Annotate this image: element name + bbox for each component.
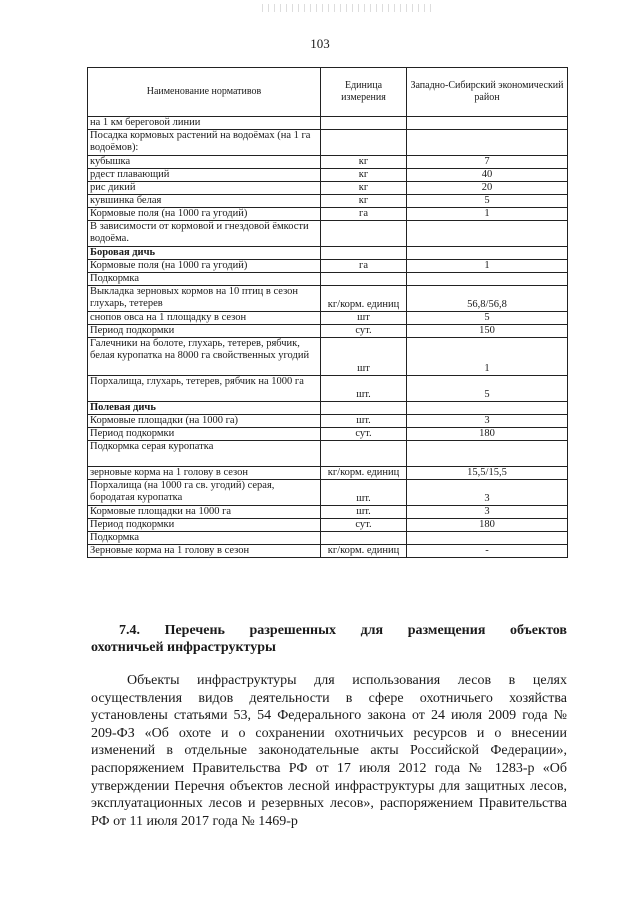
- norm-name-cell: Кормовые площадки на 1000 га: [88, 506, 321, 519]
- value-cell: 3: [407, 480, 568, 506]
- norm-name-cell: Галечники на болоте, глухарь, тетерев, рябчик, белая куропатка на 8000 га свойственных угодий: [88, 338, 321, 376]
- norm-name-cell: снопов овса на 1 площадку в сезон: [88, 312, 321, 325]
- section-title-word: объектов: [509, 623, 567, 638]
- table-section-row: [88, 247, 568, 260]
- norm-name-cell: Порхалища (на 1000 га св. угодий) серая, бородатая куропатка: [88, 480, 321, 506]
- section-title-word: размещения: [407, 623, 486, 638]
- unit-cell: кг/корм. единиц: [321, 545, 407, 558]
- value-cell: 7: [407, 156, 568, 169]
- header-unit: Единица измерения: [321, 68, 407, 117]
- norm-name-cell: В зависимости от кормовой и гнездовой ёмкости водоёма.: [88, 221, 321, 247]
- table-row: [88, 221, 568, 247]
- norm-name-cell: Выкладка зерновых кормов на 10 птиц в сезон глухарь, тетерев: [88, 286, 321, 312]
- norm-name-cell: на 1 км береговой линии: [88, 117, 321, 130]
- value-cell: 1: [407, 260, 568, 273]
- unit-cell: [321, 221, 407, 247]
- table-row: [88, 441, 568, 467]
- unit-cell: га: [321, 208, 407, 221]
- unit-cell: шт.: [321, 376, 407, 402]
- norms-table: [87, 67, 568, 558]
- value-cell: 5: [407, 195, 568, 208]
- value-cell: -: [407, 545, 568, 558]
- body-paragraph: [91, 672, 567, 830]
- value-cell: 3: [407, 506, 568, 519]
- table-row: [88, 273, 568, 286]
- table-row: [88, 532, 568, 545]
- table-row: [88, 467, 568, 480]
- page-number: 103: [310, 36, 330, 51]
- table-row: [88, 312, 568, 325]
- unit-cell: [321, 117, 407, 130]
- unit-cell: сут.: [321, 325, 407, 338]
- unit-cell: кг: [321, 182, 407, 195]
- unit-cell: шт.: [321, 415, 407, 428]
- table-row: [88, 208, 568, 221]
- value-cell: [407, 402, 568, 415]
- value-cell: 150: [407, 325, 568, 338]
- section-number: 7.4.: [119, 623, 140, 638]
- unit-cell: сут.: [321, 519, 407, 532]
- norm-name-cell: Период подкормки: [88, 519, 321, 532]
- norm-name-cell: рдест плавающий: [88, 169, 321, 182]
- section-heading: [91, 622, 567, 656]
- norm-name-cell: Подкормка серая куропатка: [88, 441, 321, 467]
- norm-name-cell: зерновые корма на 1 голову в сезон: [88, 467, 321, 480]
- section-title-word: Перечень: [164, 623, 225, 638]
- unit-cell: кг/корм. единиц: [321, 286, 407, 312]
- value-cell: [407, 532, 568, 545]
- section-heading-line1: [91, 622, 567, 639]
- unit-cell: [321, 247, 407, 260]
- value-cell: 5: [407, 376, 568, 402]
- norm-name-cell: Посадка кормовых растений на водоёмах (на 1 га водоёмов):: [88, 130, 321, 156]
- table-row: [88, 428, 568, 441]
- value-cell: 1: [407, 208, 568, 221]
- table-row: [88, 169, 568, 182]
- value-cell: 1: [407, 338, 568, 376]
- norm-name-cell: кувшинка белая: [88, 195, 321, 208]
- value-cell: 15,5/15,5: [407, 467, 568, 480]
- table-row: [88, 286, 568, 312]
- unit-cell: [321, 532, 407, 545]
- header-norm-name: Наименование нормативов: [88, 68, 321, 117]
- body-paragraph-text: Объекты инфраструктуры для использования лесов в целях осуществления видов деятельности в сфере охотничьего хозяйства установлены статьями 53, 54 Федерального закона от 24 июля 2009 года № 209-ФЗ «Об охоте и о сохранении охотничьих ресурсов и о внесении изменений в отдельные законодательные акты Российской Федерации», распоряжением Правительства РФ от 17 июля 2012 года № 1283-р «Об утверждении Перечня объектов лесной инфраструктуры для защитных лесов, эксплуатационных лесов и резервных лесов», распоряжением Правительства РФ от 11 июля 2017 года № 1469-р: [91, 673, 567, 829]
- table-row: [88, 195, 568, 208]
- value-cell: [407, 221, 568, 247]
- unit-cell: [321, 273, 407, 286]
- unit-cell: га: [321, 260, 407, 273]
- value-cell: 20: [407, 182, 568, 195]
- unit-cell: кг/корм. единиц: [321, 467, 407, 480]
- section-title-word: разрешенных: [249, 623, 337, 638]
- norm-name-cell: кубышка: [88, 156, 321, 169]
- value-cell: 3: [407, 415, 568, 428]
- unit-cell: сут.: [321, 428, 407, 441]
- table-row: [88, 325, 568, 338]
- table-row: [88, 376, 568, 402]
- table-row: [88, 545, 568, 558]
- value-cell: [407, 247, 568, 260]
- table-row: [88, 506, 568, 519]
- unit-cell: кг: [321, 156, 407, 169]
- norm-name-cell: рис дикий: [88, 182, 321, 195]
- norm-name-cell: Кормовые поля (на 1000 га угодий): [88, 208, 321, 221]
- value-cell: 180: [407, 428, 568, 441]
- norm-name-cell: Подкормка: [88, 273, 321, 286]
- norm-name-cell: Полевая дичь: [88, 402, 321, 415]
- table-row: [88, 156, 568, 169]
- value-cell: [407, 441, 568, 467]
- value-cell: [407, 130, 568, 156]
- table-row: [88, 415, 568, 428]
- norm-name-cell: Период подкормки: [88, 325, 321, 338]
- unit-cell: шт: [321, 338, 407, 376]
- section-title-word: для: [360, 623, 384, 638]
- norm-name-cell: Зерновые корма на 1 голову в сезон: [88, 545, 321, 558]
- table-row: [88, 260, 568, 273]
- unit-cell: [321, 441, 407, 467]
- value-cell: [407, 117, 568, 130]
- section-title-line2: охотничьей инфраструктуры: [91, 640, 276, 655]
- unit-cell: шт.: [321, 480, 407, 506]
- value-cell: 5: [407, 312, 568, 325]
- norm-name-cell: Боровая дичь: [88, 247, 321, 260]
- table-row: [88, 117, 568, 130]
- unit-cell: кг: [321, 195, 407, 208]
- unit-cell: шт.: [321, 506, 407, 519]
- norm-name-cell: Кормовые поля (на 1000 га угодий): [88, 260, 321, 273]
- value-cell: 40: [407, 169, 568, 182]
- table-row: [88, 130, 568, 156]
- table-row: [88, 182, 568, 195]
- value-cell: [407, 273, 568, 286]
- norm-name-cell: Период подкормки: [88, 428, 321, 441]
- unit-cell: [321, 130, 407, 156]
- unit-cell: кг: [321, 169, 407, 182]
- value-cell: 56,8/56,8: [407, 286, 568, 312]
- norm-name-cell: Кормовые площадки (на 1000 га): [88, 415, 321, 428]
- norm-name-cell: Подкормка: [88, 532, 321, 545]
- table-row: [88, 338, 568, 376]
- value-cell: 180: [407, 519, 568, 532]
- scan-noise: [262, 4, 432, 12]
- norm-name-cell: Порхалища, глухарь, тетерев, рябчик на 1000 га: [88, 376, 321, 402]
- table-section-row: [88, 402, 568, 415]
- unit-cell: шт: [321, 312, 407, 325]
- table-row: [88, 480, 568, 506]
- header-region: Западно-Сибирский экономический район: [407, 68, 568, 117]
- table-row: [88, 519, 568, 532]
- table-header-row: [88, 68, 568, 117]
- unit-cell: [321, 402, 407, 415]
